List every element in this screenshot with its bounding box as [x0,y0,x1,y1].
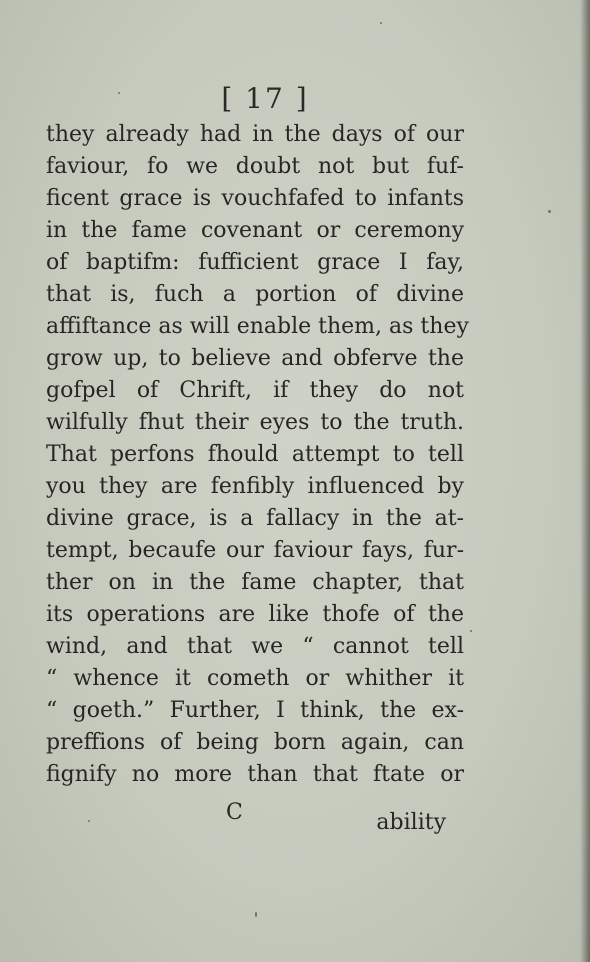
text-line: you they are fenfibly influenced by [46,474,464,499]
text-line: that is, fuch a portion of divine [46,282,464,307]
page-edge-shadow [580,0,590,962]
paper-speck [88,820,90,822]
paper-speck [470,630,472,632]
text-line: preffions of being born again, can [46,730,464,755]
text-line: wilfully fhut their eyes to the truth. [46,410,464,435]
catchword: ability [376,810,446,835]
paper-speck [380,22,382,24]
text-line: of baptifm: fufficient grace I fay, [46,250,464,275]
text-line: faviour, fo we doubt not but fuf- [46,154,464,179]
paper-speck [255,912,257,917]
signature-mark: C [226,800,243,825]
text-line: affiftance as will enable them, as they [46,314,469,339]
text-line: grow up, to believe and obferve the [46,346,464,371]
page-footer [46,800,464,835]
text-line: tempt, becaufe our faviour fays, fur- [46,538,464,563]
text-line: ther on in the fame chapter, that [46,570,464,595]
text-line: in the fame covenant or ceremony [46,218,464,243]
page-number: [ 17 ] [221,82,309,115]
text-line: gofpel of Chrift, if they do not [46,378,464,403]
text-line: “ goeth.” Further, I think, the ex- [46,698,464,723]
text-line: “ whence it cometh or whither it [46,666,464,691]
paper-speck [118,92,120,94]
text-line: That perfons fhould attempt to tell [46,442,464,467]
text-line: divine grace, is a fallacy in the at- [46,506,464,531]
paper-speck [548,210,551,213]
text-line: ficent grace is vouchfafed to infants [46,186,464,211]
text-line: its operations are like thofe of the [46,602,464,627]
text-line: fignify no more than that ftate or [46,762,464,787]
text-line: wind, and that we “ cannot tell [46,634,464,659]
text-line: they already had in the days of our [46,122,464,147]
